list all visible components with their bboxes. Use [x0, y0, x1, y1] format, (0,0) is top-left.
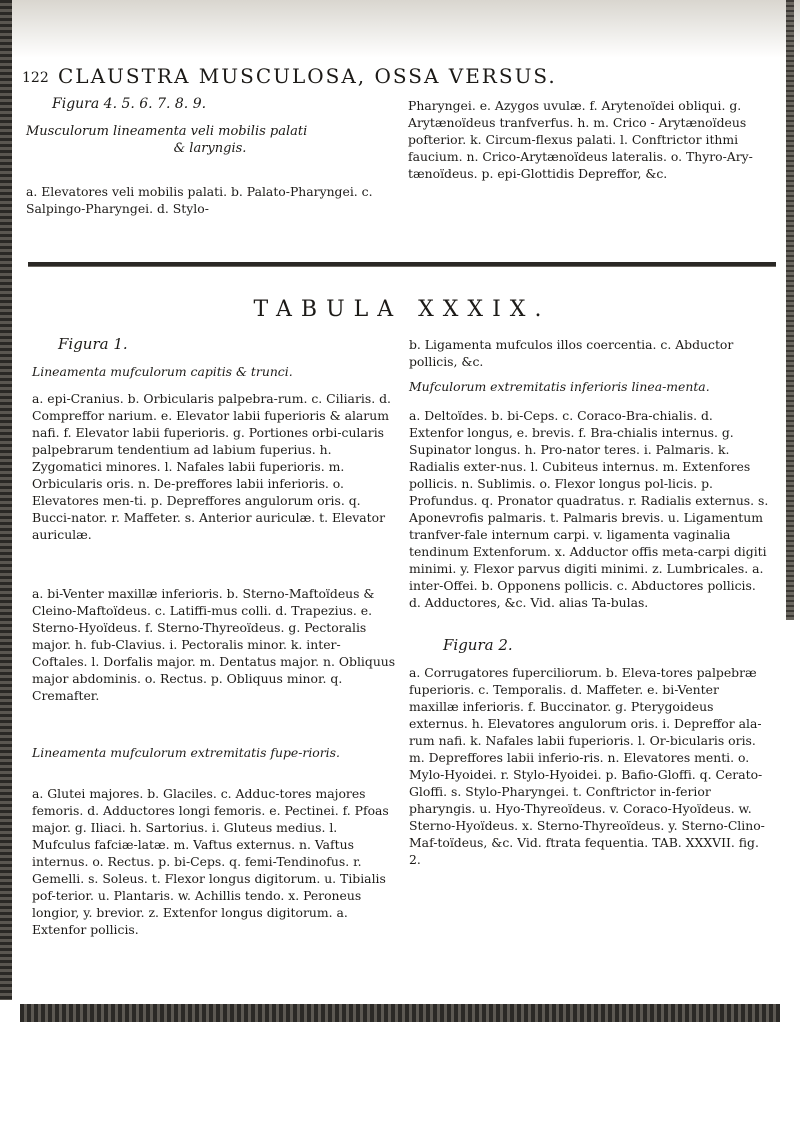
- top-left-body: a. Elevatores veli mobilis palati. b. Palato-Pharyngei. c. Salpingo-Pharyngei. d. Stylo-: [26, 184, 373, 216]
- figure-ref: Figura 4. 5. 6. 7. 8. 9.: [52, 96, 207, 112]
- left-column: [32, 336, 396, 938]
- trunci-body: a. bi-Venter maxillæ inferioris. b. Sterno-Maftoïdeus & Cleino-Maftoïdeus. c. Latiffi-mus colli. d. Trapezius. e. Sterno-Hyoïdeus. f. Sterno-Thyreoïdeus. g. Pectoralis major. h. fub-Clavius. i. Pectoralis minor. k. inter-Coftales. l. Dorfalis major. m. Dentatus major. n. Obliquus major abdominis. o. Rectus. p. Obliquus minor. q. Cremafter.: [32, 586, 396, 703]
- running-title: CLAUSTRA MUSCULOSA, OSSA VERSUS.: [58, 64, 557, 88]
- inferior-heading: Mufculorum extremitatis inferioris linea-menta.: [409, 379, 710, 394]
- top-left-column: [26, 96, 394, 217]
- page-bottom-border: [20, 1004, 780, 1022]
- superior-body: a. Glutei majores. b. Glaciles. c. Adduc-tores majores femoris. d. Adductores longi femoris. e. Pectinei. f. Pfoas major. g. Iliaci. h. Sartorius. i. Gluteus medius. l. Mufculus fafciæ-latæ. m. Vaftus externus. n. Vaftus internus. o. Rectus. p. bi-Ceps. q. femi-Tendinofus. r. Gemelli. s. Soleus. t. Flexor longus digitorum. u. Tibialis pof-terior. u. Plantaris. w. Achillis tendo. x. Peroneus longior, y. brevior. z. Extenfor longus digitorum. a. Extenfor pollicis.: [32, 786, 389, 937]
- superior-heading: Lineamenta mufculorum extremitatis fupe-rioris.: [32, 745, 340, 760]
- figure-2-heading: Figura 2.: [443, 636, 513, 654]
- page-header: [22, 62, 782, 90]
- caption-line-2: & laryngis.: [173, 141, 247, 156]
- page-number: 122: [22, 70, 49, 86]
- tabula-title: TABULA XXXIX.: [253, 297, 551, 322]
- top-right-body: Pharyngei. e. Azygos uvulæ. f. Arytenoïdei obliqui. g. Arytænoïdeus tranfverfus. h. m. Crico - Arytænoïdeus pofterior. k. Circum-flexus palati. l. Conftrictor ithmi faucium. n. Crico-Arytænoïdeus lateralis. o. Thyro-Ary-tænoïdeus. p. epi-Glottidis Depreffor, &c.: [408, 98, 753, 181]
- page-top-edge: [0, 0, 800, 58]
- inferior-body: a. Deltoïdes. b. bi-Ceps. c. Coraco-Bra-chialis. d. Extenfor longus, e. brevis. f. Bra-chialis internus. g. Supinator longus. h. Pro-nator teres. i. Palmaris. k. Radialis exter-nus. l. Cubiteus internus. m. Extenfores pollicis. n. Sublimis. o. Flexor longus pol-licis. p. Profundus. q. Pronator quadratus. r. Radialis externus. s. Aponevrofis palmaris. t. Palmaris brevis. u. Ligamentum tranfver-fale internum carpi. v. ligamenta vaginalia tendinum Extenforum. x. Adductor offis meta-carpi digiti minimi. y. Flexor parvus digiti minimi. z. Lumbricales. a. inter-Offei. b. Opponens pollicis. c. Abductores pollicis. d. Adductores, &c. Vid. alias Ta-bulas.: [409, 408, 769, 610]
- caption-line-1: Musculorum lineamenta veli mobilis palati: [26, 124, 308, 139]
- right-column: [409, 336, 771, 868]
- top-right-column: [408, 97, 770, 182]
- figure-2-body: a. Corrugatores fuperciliorum. b. Eleva-tores palpebræ fuperioris. c. Temporalis. d. Maffeter. e. bi-Venter maxillæ inferioris. f. Buccinator. g. Pterygoideus externus. h. Elevatores angulorum oris. i. Depreffor ala-rum nafi. k. Nafales labii fuperioris. l. Or-bicularis oris. m. Depreffores labii inferio-ris. n. Elevatores menti. o. Mylo-Hyoidei. r. Stylo-Hyoidei. p. Bafio-Gloffi. q. Cerato-Gloffi. s. Stylo-Pharyngei. t. Conftrictor in-ferior pharyngis. u. Hyo-Thyreoïdeus. v. Coraco-Hyoïdeus. w. Sterno-Hyoïdeus. x. Sterno-Thyreoïdeus. y. Sterno-Clino-Maf-toïdeus, &c. Vid. ftrata fequentia. TAB. XXXVII. fig. 2.: [409, 665, 765, 867]
- figure-1-heading: Figura 1.: [58, 335, 128, 353]
- right-edge-shadow: [786, 0, 794, 620]
- capitis-body: a. epi-Cranius. b. Orbicularis palpebra-rum. c. Ciliaris. d. Compreffor narium. e. Elevator labii fuperioris & alarum nafi. f. Elevator labii fuperioris. g. Portiones orbi-cularis palpebrarum tendentium ad labium fuperius. h. Zygomatici minores. l. Nafales labii fuperioris. m. Orbicularis oris. n. De-preffores labii inferioris. o. Elevatores men-ti. p. Depreffores angulorum oris. q. Bucci-nator. r. Maffeter. s. Anterior auriculæ. t. Elevator auriculæ.: [32, 391, 391, 542]
- section-rule: [28, 262, 776, 267]
- capitis-heading: Lineamenta mufculorum capitis & trunci.: [32, 364, 293, 379]
- binding-edge: [0, 0, 12, 1000]
- continuation-body: b. Ligamenta mufculos illos coercentia. c. Abductor pollicis, &c.: [409, 337, 734, 369]
